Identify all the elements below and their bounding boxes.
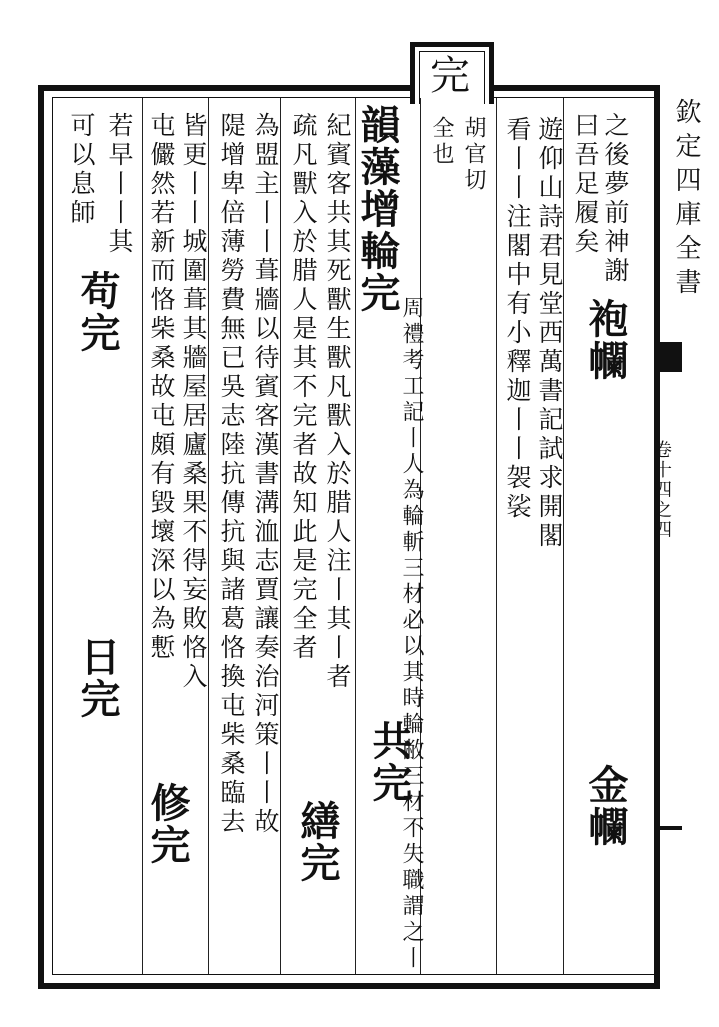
text-column: 可以息師 xyxy=(67,112,96,228)
text-column: 曰吾足履矣 xyxy=(571,112,600,257)
entry-column xyxy=(354,104,401,314)
inline-entry: 袍幱 xyxy=(582,298,629,382)
margin-volume-label: 卷十四之四 xyxy=(651,440,672,540)
text-column: 屯儼然若新而恪柴桑故屯頗有毀壞深以為慙 xyxy=(147,112,176,663)
inline-entry: 苟完 xyxy=(74,270,121,354)
entry-head: 韻藻增輪完 xyxy=(354,104,401,314)
margin-book-title: 欽定四庫全書 xyxy=(671,98,701,302)
column-rule xyxy=(496,98,497,974)
inline-entry: 修完 xyxy=(144,782,191,866)
fish-tail-mark xyxy=(660,342,682,372)
text-column: 遊仰山詩君見堂西萬書記試求開閣 xyxy=(535,116,564,551)
inline-entry: 日完 xyxy=(74,636,121,720)
text-column: 若早丨丨其 xyxy=(105,112,134,257)
inline-entry: 繕完 xyxy=(294,800,341,884)
inline-entry: 共完 xyxy=(366,720,413,804)
text-column: 紀賓客共其死獸生獸凡獸入於腊人注丨其丨者 xyxy=(323,112,352,692)
definition-note: 全也 xyxy=(429,116,454,168)
column-rule xyxy=(208,98,209,974)
column-rule xyxy=(142,98,143,974)
text-column: 隄增卑倍薄勞費無已吳志陸抗傳抗與諸葛恪換屯柴桑臨去 xyxy=(217,112,246,837)
column-rule xyxy=(280,98,281,974)
text-column: 周禮考工記丨人為輪斬三材必以其時輪敝三材不失職謂之丨 xyxy=(399,296,424,972)
heading-character: 完 xyxy=(430,53,470,99)
text-column: 之後夢前神謝 xyxy=(601,112,630,286)
text-column: 皆更丨丨城圍葺其牆屋居廬桑果不得妄敗恪入 xyxy=(179,112,208,692)
text-column: 看丨丨注閣中有小釋迦丨丨袈裟 xyxy=(503,116,532,522)
text-column: 為盟主丨丨葺牆以待賓客漢書溝洫志賈讓奏治河策丨丨故 xyxy=(251,112,280,837)
inline-entry: 金幱 xyxy=(582,764,629,848)
text-column: 疏凡獸入於腊人是其不完者故知此是完全者 xyxy=(289,112,318,663)
fish-tail-rule xyxy=(660,826,682,830)
pronunciation-note: 胡官切 xyxy=(461,116,486,194)
